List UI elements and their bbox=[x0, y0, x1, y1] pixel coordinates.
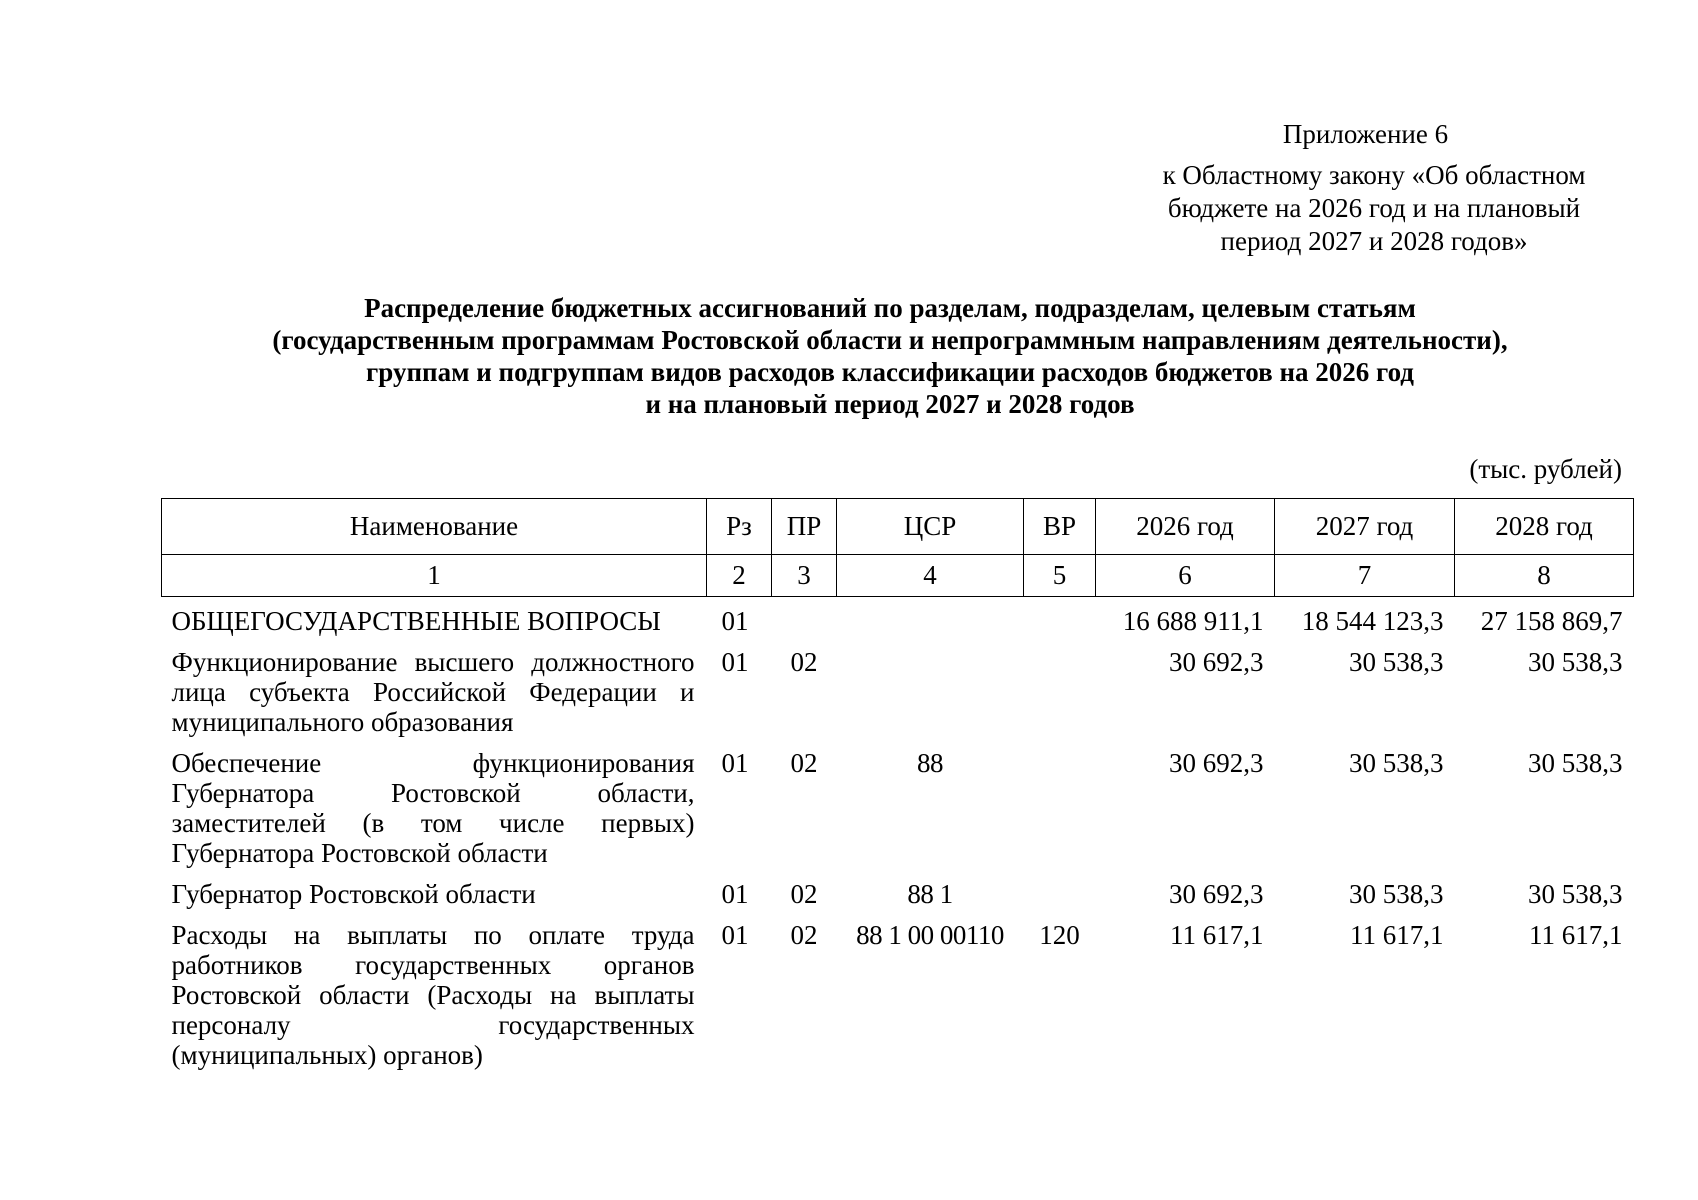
row-csr bbox=[837, 642, 1024, 743]
document-title bbox=[160, 292, 1620, 420]
row-pr: 02 bbox=[790, 920, 818, 950]
row-vr bbox=[1024, 597, 1096, 643]
units-label: (тыс. рублей) bbox=[1469, 454, 1622, 484]
column-number: 3 bbox=[772, 555, 837, 597]
row-csr: 88 1 00 00110 bbox=[856, 920, 1004, 950]
column-number: 5 bbox=[1024, 555, 1096, 597]
row-csr: 88 bbox=[917, 748, 943, 778]
appendix-line-1: к Областному закону «Об областном bbox=[1162, 160, 1586, 190]
row-amount-2028: 30 538,3 bbox=[1528, 647, 1623, 677]
row-name: Расходы на выплаты по оплате труда работников государственных органов Ростовской области (Расходы на выплаты персоналу государственных (муниципальных) органов) bbox=[171, 920, 695, 1070]
row-amount-2026: 30 692,3 bbox=[1169, 748, 1264, 778]
row-name: ОБЩЕГОСУДАРСТВЕННЫЕ ВОПРОСЫ bbox=[171, 606, 661, 636]
title-line-1: Распределение бюджетных ассигнований по разделам, подразделам, целевым статьям bbox=[364, 293, 1416, 323]
header-2028: 2028 год bbox=[1455, 499, 1634, 555]
header-vr: ВР bbox=[1024, 499, 1096, 555]
header-csr: ЦСР bbox=[837, 499, 1024, 555]
row-pr: 02 bbox=[790, 748, 818, 778]
row-amount-2026: 11 617,1 bbox=[1170, 920, 1264, 950]
row-csr: 88 1 bbox=[907, 879, 953, 909]
table-row bbox=[162, 743, 1634, 874]
row-vr bbox=[1024, 743, 1096, 874]
row-amount-2026: 16 688 911,1 bbox=[1122, 606, 1264, 636]
header-name: Наименование bbox=[162, 499, 707, 555]
row-rz: 01 bbox=[721, 920, 749, 950]
table-row bbox=[162, 597, 1634, 643]
row-amount-2028: 11 617,1 bbox=[1529, 920, 1623, 950]
row-rz: 01 bbox=[721, 606, 749, 636]
appendix-reference bbox=[1144, 118, 1604, 258]
title-line-4: и на плановый период 2027 и 2028 годов bbox=[645, 389, 1135, 419]
row-amount-2027: 30 538,3 bbox=[1349, 748, 1444, 778]
column-number: 1 bbox=[162, 555, 707, 597]
row-csr bbox=[837, 597, 1024, 643]
row-amount-2026: 30 692,3 bbox=[1169, 647, 1264, 677]
header-2026: 2026 год bbox=[1096, 499, 1275, 555]
header-rz: Рз bbox=[707, 499, 772, 555]
row-name: Губернатор Ростовской области bbox=[171, 879, 536, 909]
row-amount-2027: 11 617,1 bbox=[1350, 920, 1444, 950]
row-vr bbox=[1024, 642, 1096, 743]
column-number: 6 bbox=[1096, 555, 1275, 597]
row-amount-2028: 27 158 869,7 bbox=[1480, 606, 1623, 636]
row-amount-2027: 18 544 123,3 bbox=[1301, 606, 1444, 636]
title-line-3: группам и подгруппам видов расходов классификации расходов бюджетов на 2026 год bbox=[366, 357, 1414, 387]
table-row bbox=[162, 642, 1634, 743]
header-row bbox=[162, 499, 1634, 555]
row-amount-2028: 30 538,3 bbox=[1528, 879, 1623, 909]
row-pr: 02 bbox=[790, 879, 818, 909]
title-line-2: (государственным программам Ростовской области и непрограммным направлениям деятельности), bbox=[272, 325, 1508, 355]
row-pr bbox=[772, 597, 837, 643]
table-row bbox=[162, 874, 1634, 915]
column-number: 8 bbox=[1455, 555, 1634, 597]
row-vr: 120 bbox=[1039, 920, 1080, 950]
header-2027: 2027 год bbox=[1275, 499, 1455, 555]
row-amount-2026: 30 692,3 bbox=[1169, 879, 1264, 909]
budget-table bbox=[161, 498, 1634, 1076]
appendix-number: Приложение 6 bbox=[1282, 119, 1449, 149]
appendix-line-3: период 2027 и 2028 годов» bbox=[1220, 226, 1528, 256]
row-rz: 01 bbox=[721, 748, 749, 778]
column-number: 7 bbox=[1275, 555, 1455, 597]
column-number-row bbox=[162, 555, 1634, 597]
row-amount-2027: 30 538,3 bbox=[1349, 879, 1444, 909]
row-vr bbox=[1024, 874, 1096, 915]
column-number: 4 bbox=[837, 555, 1024, 597]
table-row bbox=[162, 915, 1634, 1076]
header-pr: ПР bbox=[772, 499, 837, 555]
appendix-line-2: бюджете на 2026 год и на плановый bbox=[1167, 193, 1581, 223]
row-name: Обеспечение функционирования Губернатора Ростовской области, заместителей (в том числе первых) Губернатора Ростовской области bbox=[171, 748, 695, 868]
row-amount-2028: 30 538,3 bbox=[1528, 748, 1623, 778]
row-name: Функционирование высшего должностного лица субъекта Российской Федерации и муниципального образования bbox=[171, 647, 695, 737]
row-pr: 02 bbox=[790, 647, 818, 677]
column-number: 2 bbox=[707, 555, 772, 597]
row-rz: 01 bbox=[721, 879, 749, 909]
row-rz: 01 bbox=[721, 647, 749, 677]
row-amount-2027: 30 538,3 bbox=[1349, 647, 1444, 677]
